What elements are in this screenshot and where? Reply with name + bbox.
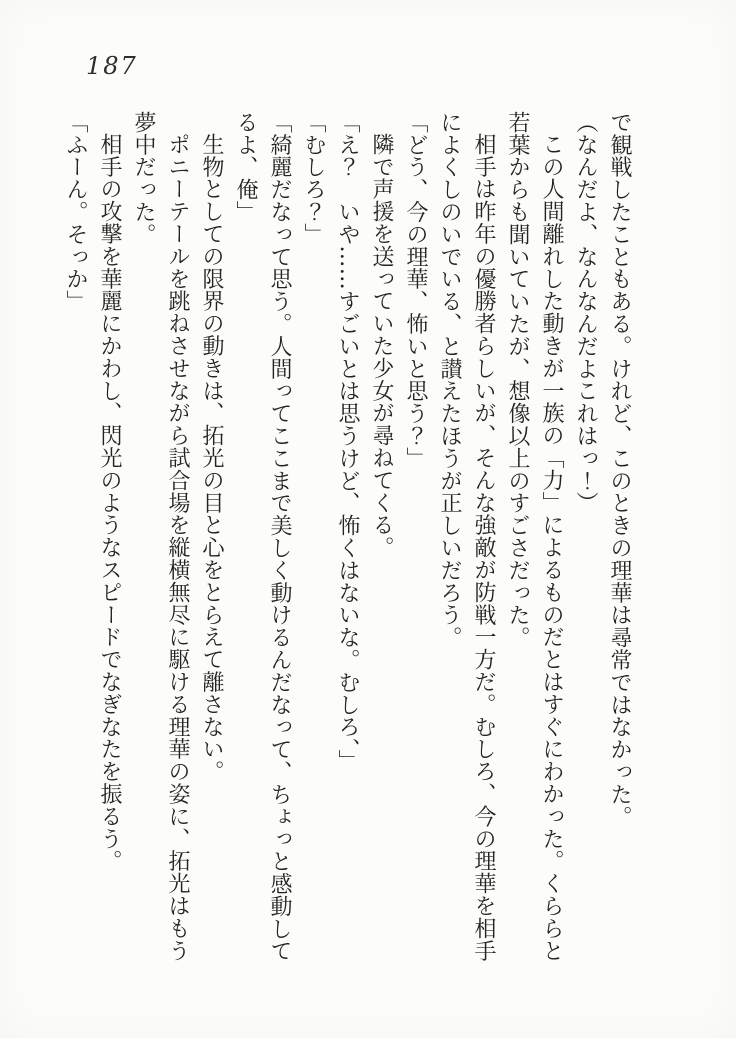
text-line: 「え？ いや……すごいとは思うけど、怖くはないな。むしろ、」	[335, 111, 360, 772]
text-line: 相手は昨年の優勝者らしいが、そんな強敵が防戦一方だ。むしろ、今の理華を相手	[471, 133, 496, 962]
text-line: 夢中だった。	[131, 111, 156, 246]
text-line: で観戦したこともある。けれど、このときの理華は尋常ではなかった。	[607, 111, 632, 828]
text-line: によくしのいでいる、と讃えたほうが正しいだろう。	[437, 111, 462, 649]
text-line: 「むしろ？」	[301, 111, 326, 246]
text-line: 「どう、今の理華、怖いと思う？」	[403, 111, 428, 470]
text-line: 若葉からも聞いていたが、想像以上のすごさだった。	[505, 111, 530, 649]
text-line: （なんだよ、なんなんだよこれはっ！）	[573, 111, 598, 515]
page-number: 187	[86, 52, 138, 80]
text-line: この人間離れした動きが一族の「力」によるものだとはすぐにわかった。くららと	[539, 133, 564, 962]
text-area	[54, 111, 636, 961]
text-line: 生物としての限界の動きは、拓光の目と心をとらえて離さない。	[199, 133, 224, 783]
text-line: 「綺麗だなって思う。人間ってここまで美しく動けるんだなって、ちょっと感動して	[267, 111, 292, 963]
text-line: ポニーテールを跳ねさせながら試合場を縦横無尽に駆ける理華の姿に、拓光はもう	[165, 133, 190, 962]
text-line: 相手の攻撃を華麗にかわし、閃光のようなスピードでなぎなたを振るう。	[97, 133, 122, 873]
text-line: 隣で声援を送っていた少女が尋ねてくる。	[369, 133, 394, 559]
text-line: 「ふーん。そっか」	[63, 111, 88, 313]
text-line: るよ、俺」	[233, 111, 258, 223]
